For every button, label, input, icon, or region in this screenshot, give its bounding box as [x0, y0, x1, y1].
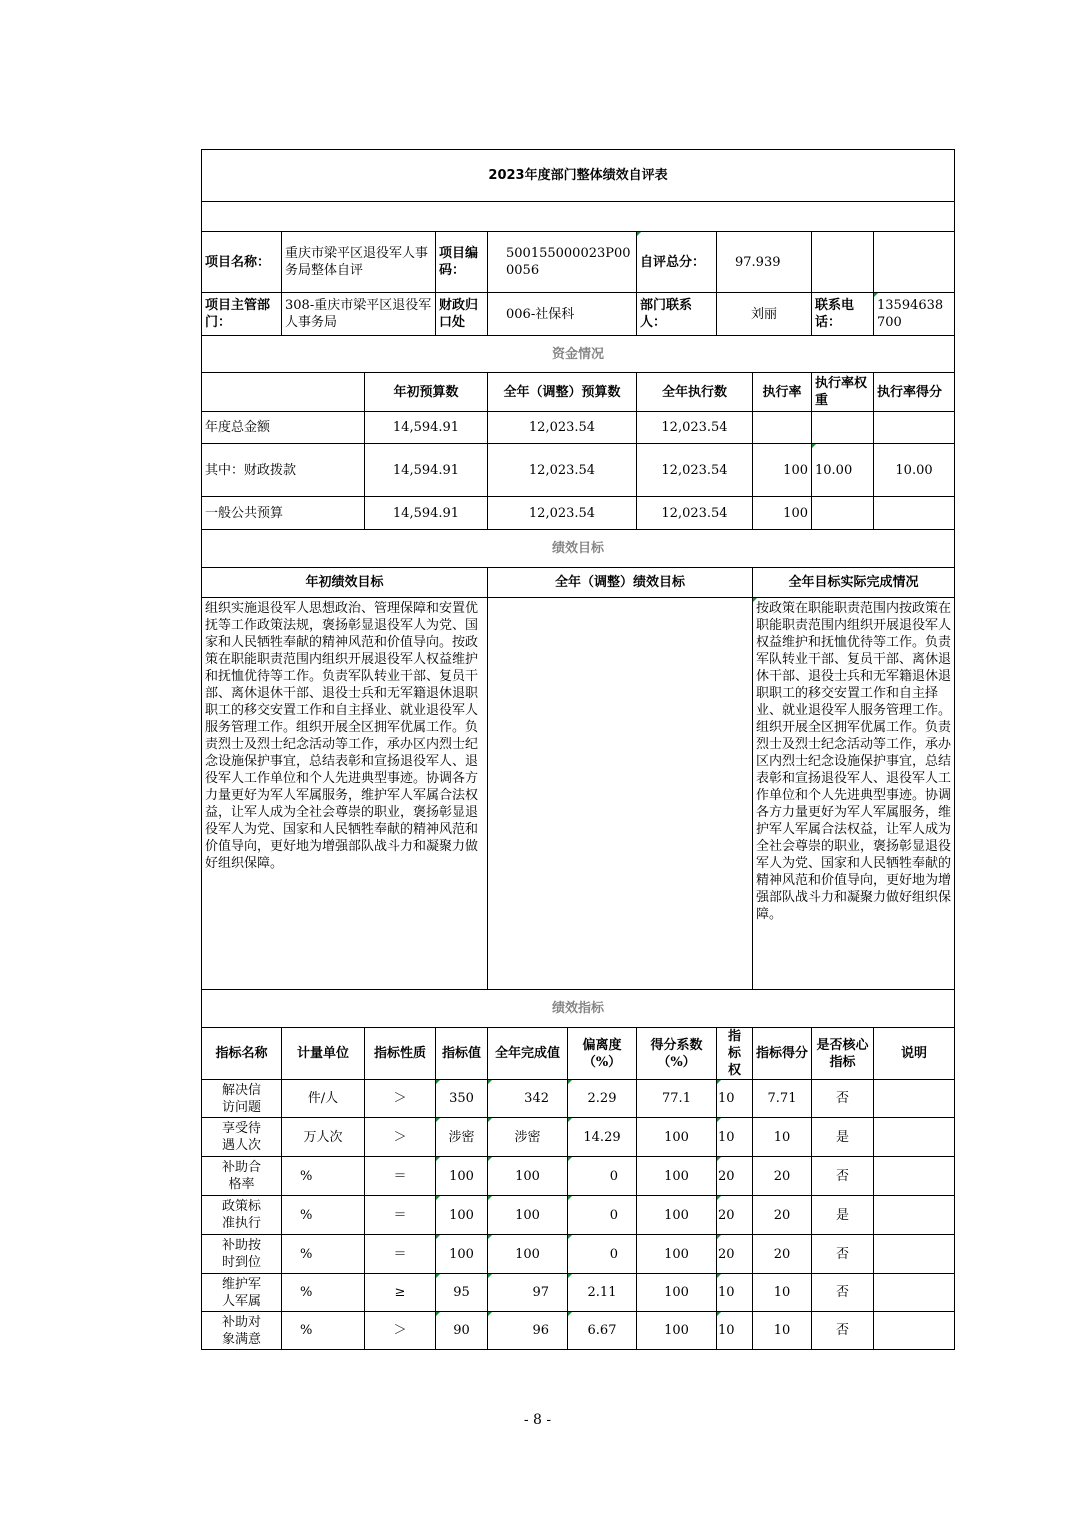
ind-done: 342 — [488, 1080, 568, 1118]
goals-initial-text: 组织实施退役军人思想政治、管理保障和安置优抚等工作政策法规，褒扬彰显退役军人为党、国家和人民牺牲奉献的精神风范和价值导向。按政策在职能职责范围内组织开展退役军人权益维护和抚恤优待等工作。负责军队转业干部、复员干部、离休退休干部、退役士兵和无军籍退休退职职工的移交安置工作和自主择业、就业退役军人服务管理工作。组织开展全区拥军优属工作。负责烈士及烈士纪念活动等工作，承办区内烈士纪念设施保护事宜，总结表彰和宣扬退役军人、退役军人工作单位和个人先进典型事迹。协调各方力量更好为军人军属服务，维护军人军属合法权益，让军人成为全社会尊崇的职业，褒扬彰显退役军人为党、国家和人民牺牲奉献的精神风范和价值导向，更好地为增强部队战斗力和凝聚力做好组织保障。 — [202, 598, 488, 990]
contact-label: 部门联系人： — [637, 293, 717, 336]
ind-target: 95 — [436, 1274, 488, 1312]
info-empty-2 — [874, 232, 955, 293]
funds-row-rate — [753, 412, 812, 444]
ind-header-score: 指标得分 — [753, 1028, 812, 1080]
ind-score: 7.71 — [753, 1080, 812, 1118]
funds-row-score: 10.00 — [874, 444, 955, 497]
ind-nature: ≥ — [365, 1274, 436, 1312]
funds-row-label: 年度总金额 — [202, 412, 365, 444]
ind-score: 20 — [753, 1196, 812, 1235]
ind-header-unit: 计量单位 — [282, 1028, 365, 1080]
ind-target: 100 — [436, 1196, 488, 1235]
ind-nature: ＞ — [365, 1118, 436, 1157]
ind-target: 350 — [436, 1080, 488, 1118]
finance: 006-社保科 — [488, 293, 637, 336]
funds-row-executed: 12,023.54 — [637, 497, 753, 530]
ind-weight: 10 — [717, 1312, 753, 1350]
table-row — [202, 1312, 955, 1350]
ind-coef: 100 — [637, 1274, 717, 1312]
ind-weight: 20 — [717, 1235, 753, 1274]
funds-header-score: 执行率得分 — [874, 373, 955, 412]
goals-header-adjusted: 全年（调整）绩效目标 — [488, 568, 753, 598]
funds-header-rate: 执行率 — [753, 373, 812, 412]
ind-coef: 100 — [637, 1196, 717, 1235]
goals-header-initial: 年初绩效目标 — [202, 568, 488, 598]
ind-done: 97 — [488, 1274, 568, 1312]
ind-header-name: 指标名称 — [202, 1028, 282, 1080]
ind-weight: 10 — [717, 1274, 753, 1312]
ind-target: 涉密 — [436, 1118, 488, 1157]
ind-note — [874, 1196, 955, 1235]
funds-header-blank — [202, 373, 365, 412]
funds-header-weight: 执行率权重 — [812, 373, 874, 412]
funds-row-rate: 100 — [753, 444, 812, 497]
ind-score: 10 — [753, 1312, 812, 1350]
dept: 308-重庆市梁平区退役军人事务局 — [282, 293, 436, 336]
table-row — [202, 1157, 955, 1196]
ind-weight: 20 — [717, 1196, 753, 1235]
ind-dev: 0 — [568, 1157, 637, 1196]
ind-note — [874, 1274, 955, 1312]
goals-header-actual: 全年目标实际完成情况 — [753, 568, 955, 598]
ind-weight: 20 — [717, 1157, 753, 1196]
blank-row — [202, 202, 955, 232]
ind-note — [874, 1157, 955, 1196]
ind-dev: 14.29 — [568, 1118, 637, 1157]
self-score: 97.939 — [717, 232, 812, 293]
ind-coef: 100 — [637, 1157, 717, 1196]
phone-label: 联系电话： — [812, 293, 874, 336]
funds-row-weight — [812, 497, 874, 530]
funds-row-initial: 14,594.91 — [365, 497, 488, 530]
funds-header-initial: 年初预算数 — [365, 373, 488, 412]
page-number: - 8 - — [523, 1412, 552, 1428]
table-row — [202, 1118, 955, 1157]
ind-score: 20 — [753, 1157, 812, 1196]
ind-coef: 100 — [637, 1118, 717, 1157]
ind-core: 否 — [812, 1312, 874, 1350]
ind-header-note: 说明 — [874, 1028, 955, 1080]
ind-name: 维护军人军属 — [202, 1274, 282, 1312]
ind-unit: 万人次 — [282, 1118, 365, 1157]
goals-adjusted-text — [488, 598, 753, 990]
funds-row-adjusted: 12,023.54 — [488, 497, 637, 530]
ind-unit: % — [282, 1157, 365, 1196]
self-score-label: 自评总分： — [637, 232, 717, 293]
funds-row-label: 一般公共预算 — [202, 497, 365, 530]
table-row — [202, 1274, 955, 1312]
ind-header-weight: 指标权 — [717, 1028, 753, 1080]
ind-unit: % — [282, 1235, 365, 1274]
ind-score: 20 — [753, 1235, 812, 1274]
ind-unit: % — [282, 1312, 365, 1350]
page-title: 2023年度部门整体绩效自评表 — [202, 150, 955, 202]
ind-core: 是 — [812, 1118, 874, 1157]
ind-target: 100 — [436, 1157, 488, 1196]
ind-core: 否 — [812, 1080, 874, 1118]
ind-header-coef: 得分系数（%） — [637, 1028, 717, 1080]
goals-actual-text: 按政策在职能职责范围内按政策在职能职责范围内组织开展退役军人权益维护和抚恤优待等工作。负责军队转业干部、复员干部、离休退休干部、退役士兵和无军籍退休退职职工的移交安置工作和自主择业、就业退役军人服务管理工作。组织开展全区拥军优属工作。负责烈士及烈士纪念活动等工作，承办区内烈士纪念设施保护事宜，总结表彰和宣扬退役军人、退役军人工作单位和个人先进典型事迹。协调各方力量更好为军人军属服务，维护军人军属合法权益，让军人成为全社会尊崇的职业，褒扬彰显退役军人为党、国家和人民牺牲奉献的精神风范和价值导向，更好地为增强部队战斗力和凝聚力做好组织保障。 — [753, 598, 955, 990]
phone: 13594638700 — [874, 293, 955, 336]
funds-row-initial: 14,594.91 — [365, 412, 488, 444]
finance-label: 财政归口处 — [436, 293, 488, 336]
ind-dev: 2.29 — [568, 1080, 637, 1118]
ind-name: 享受待遇人次 — [202, 1118, 282, 1157]
ind-unit: 件/人 — [282, 1080, 365, 1118]
ind-done: 100 — [488, 1157, 568, 1196]
ind-note — [874, 1235, 955, 1274]
ind-coef: 100 — [637, 1312, 717, 1350]
ind-header-target: 指标值 — [436, 1028, 488, 1080]
evaluation-table — [201, 149, 955, 1350]
funds-section-title: 资金情况 — [202, 336, 955, 373]
ind-note — [874, 1080, 955, 1118]
project-code-label: 项目编码： — [436, 232, 488, 293]
ind-core: 否 — [812, 1235, 874, 1274]
ind-dev: 0 — [568, 1196, 637, 1235]
funds-row-adjusted: 12,023.54 — [488, 444, 637, 497]
ind-dev: 6.67 — [568, 1312, 637, 1350]
funds-row-score — [874, 412, 955, 444]
ind-name: 政策标准执行 — [202, 1196, 282, 1235]
ind-nature: ＝ — [365, 1157, 436, 1196]
ind-dev: 0 — [568, 1235, 637, 1274]
contact: 刘丽 — [717, 293, 812, 336]
ind-nature: ＞ — [365, 1080, 436, 1118]
ind-core: 否 — [812, 1274, 874, 1312]
ind-score: 10 — [753, 1118, 812, 1157]
info-empty-1 — [812, 232, 874, 293]
ind-done: 100 — [488, 1235, 568, 1274]
ind-score: 10 — [753, 1274, 812, 1312]
table-row — [202, 1080, 955, 1118]
funds-header-executed: 全年执行数 — [637, 373, 753, 412]
evaluation-sheet — [201, 149, 954, 1350]
ind-note — [874, 1312, 955, 1350]
ind-dev: 2.11 — [568, 1274, 637, 1312]
ind-name: 补助对象满意 — [202, 1312, 282, 1350]
ind-header-done: 全年完成值 — [488, 1028, 568, 1080]
ind-note — [874, 1118, 955, 1157]
funds-row-executed: 12,023.54 — [637, 412, 753, 444]
funds-row-executed: 12,023.54 — [637, 444, 753, 497]
table-row — [202, 1196, 955, 1235]
funds-row-weight — [812, 412, 874, 444]
funds-row-weight: 10.00 — [812, 444, 874, 497]
ind-done: 涉密 — [488, 1118, 568, 1157]
funds-row-label: 其中：财政拨款 — [202, 444, 365, 497]
ind-done: 100 — [488, 1196, 568, 1235]
ind-core: 否 — [812, 1157, 874, 1196]
project-name: 重庆市梁平区退役军人事务局整体自评 — [282, 232, 436, 293]
ind-unit: % — [282, 1274, 365, 1312]
table-row — [202, 1235, 955, 1274]
ind-done: 96 — [488, 1312, 568, 1350]
dept-label: 项目主管部门： — [202, 293, 282, 336]
funds-row-score — [874, 497, 955, 530]
ind-nature: ＝ — [365, 1235, 436, 1274]
ind-header-core: 是否核心指标 — [812, 1028, 874, 1080]
project-name-label: 项目名称： — [202, 232, 282, 293]
ind-weight: 10 — [717, 1118, 753, 1157]
ind-nature: ＞ — [365, 1312, 436, 1350]
ind-unit: % — [282, 1196, 365, 1235]
ind-coef: 77.1 — [637, 1080, 717, 1118]
funds-row-adjusted: 12,023.54 — [488, 412, 637, 444]
project-code: 500155000023P000056 — [488, 232, 637, 293]
ind-weight: 10 — [717, 1080, 753, 1118]
ind-target: 90 — [436, 1312, 488, 1350]
indicators-section-title: 绩效指标 — [202, 990, 955, 1028]
ind-name: 补助合格率 — [202, 1157, 282, 1196]
ind-coef: 100 — [637, 1235, 717, 1274]
ind-header-dev: 偏离度（%） — [568, 1028, 637, 1080]
funds-row-rate: 100 — [753, 497, 812, 530]
ind-core: 是 — [812, 1196, 874, 1235]
ind-header-nature: 指标性质 — [365, 1028, 436, 1080]
funds-header-adjusted: 全年（调整）预算数 — [488, 373, 637, 412]
ind-nature: ＝ — [365, 1196, 436, 1235]
ind-target: 100 — [436, 1235, 488, 1274]
funds-row-initial: 14,594.91 — [365, 444, 488, 497]
ind-name: 解决信访问题 — [202, 1080, 282, 1118]
ind-name: 补助按时到位 — [202, 1235, 282, 1274]
goals-section-title: 绩效目标 — [202, 530, 955, 568]
